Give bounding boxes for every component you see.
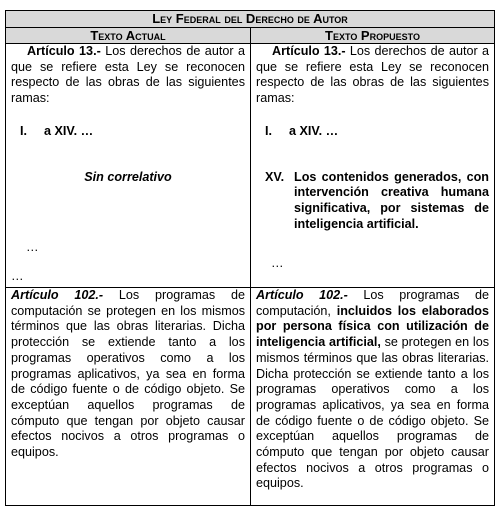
article-13-proposed-intro	[256, 44, 489, 107]
table-title: Ley Federal del Derecho de Autor	[6, 11, 495, 28]
article-102-proposed-text-2: se protegen en los mismos términos que las obras literarias. Dicha protección se extiende tanto a los programas operativos como a los programas aplicativos, ya sea en forma de código fuente o de código objeto. Se exceptúan aquellos programas de cómputo que tengan por objeto causar efectos nocivos a otros programas o equipos.	[256, 335, 489, 491]
fraction-number: I.	[265, 123, 272, 138]
fraction-text: a XIV. …	[44, 123, 94, 138]
ellipsis-inner-current: …	[26, 240, 39, 254]
row1-current-cell	[6, 44, 251, 288]
article-102-proposed-text-1: Los programas de computación,	[256, 288, 490, 318]
header-current-text: Texto Actual	[6, 28, 251, 44]
row1-proposed-cell	[251, 44, 495, 288]
row2-current-cell	[6, 288, 251, 506]
new-fraction-number: XV.	[265, 169, 285, 184]
fraction-list-proposed	[265, 124, 489, 140]
ellipsis-inner-proposed: …	[271, 256, 284, 270]
article-102-label: Artículo 102.-	[256, 288, 348, 302]
header-proposed-text: Texto Propuesto	[251, 28, 495, 44]
fraction-number: I.	[20, 123, 27, 138]
ellipsis-outer-current: …	[11, 269, 24, 283]
fraction-list-current	[20, 124, 245, 140]
article-13-label: Artículo 13.-	[272, 44, 346, 58]
no-correlative-label: Sin correlativo	[84, 169, 172, 184]
new-fraction-text: Los contenidos generados, con intervención creativa humana significativa, por sistemas de inteligencia artificial.	[294, 169, 489, 231]
article-13-intro-text: Los derechos de autor a que se refiere esta Ley se reconocen respecto de las obras de las siguientes ramas:	[256, 44, 489, 106]
article-102-current-text: Los programas de computación se protegen en los mismos términos que las obras literarias. Dicha protección se extiende tanto a los programas operativos como a los programas aplicativos, ya sea en forma de código fuente o de código objeto. Se exceptúan aquellos programas de cómputo que tengan por objeto causar efectos nocivos a otros programas o equipos.	[11, 288, 246, 460]
article-13-intro-text: Los derechos de autor a que se refiere esta Ley se reconocen respecto de las obras de las siguientes ramas:	[11, 44, 245, 106]
row2-proposed-cell	[251, 288, 495, 506]
new-fraction-xv	[256, 170, 489, 233]
fraction-text: a XIV. …	[289, 123, 339, 138]
article-102-added-text: incluidos los elaborados por persona física con utilización de inteligencia artificial,	[256, 303, 489, 350]
article-102-label: Artículo 102.-	[11, 288, 104, 302]
comparison-table	[5, 10, 495, 506]
article-13-label: Artículo 13.-	[27, 44, 101, 58]
article-13-current-intro	[11, 44, 245, 107]
